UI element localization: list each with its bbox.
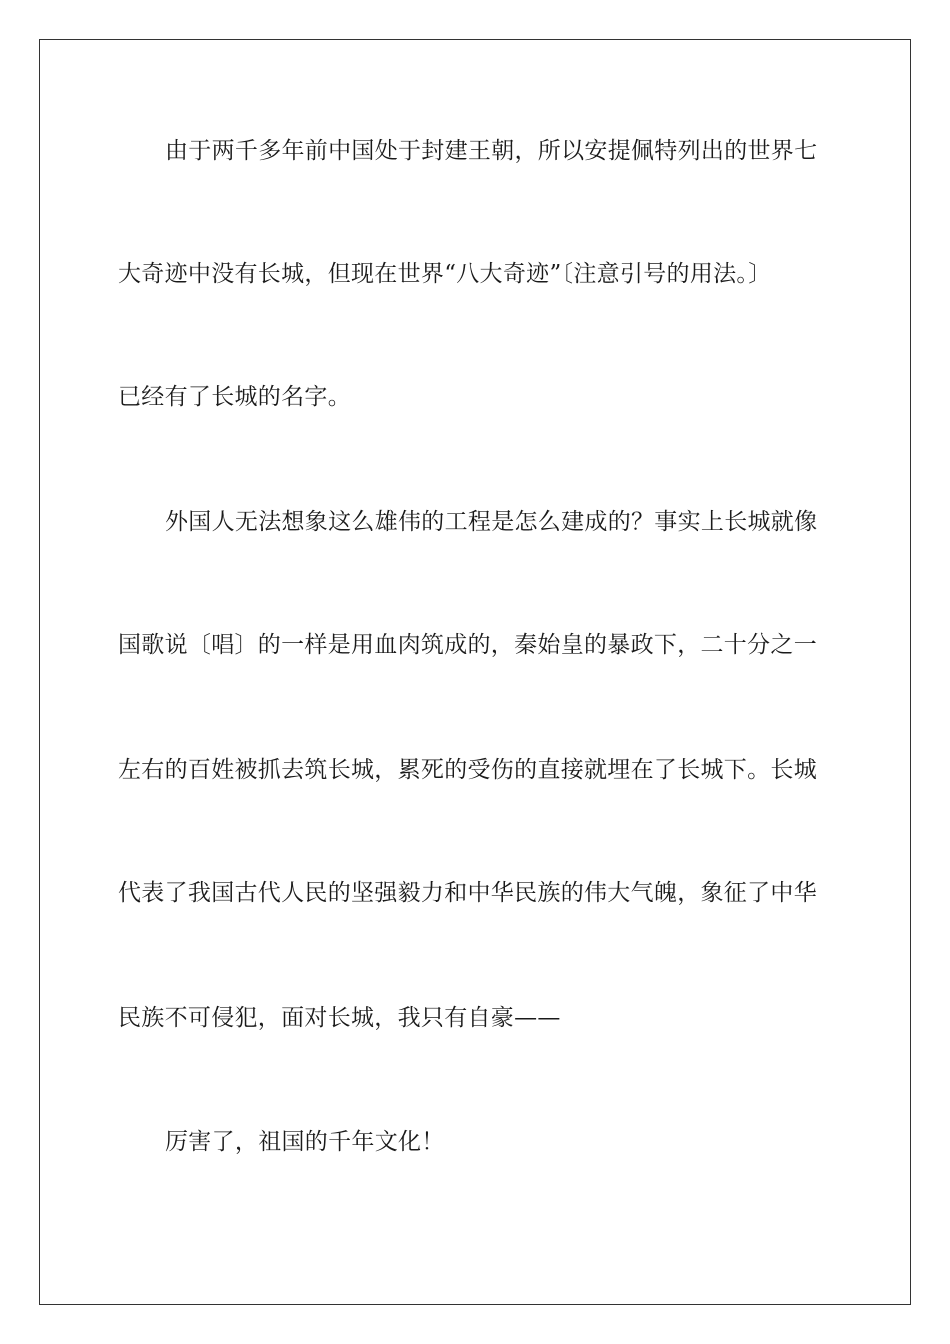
paragraph-1-line-2: 大奇迹中没有长城，但现在世界“八大奇迹”〔注意引号的用法。〕 — [118, 261, 772, 287]
paragraph-2-line-5: 民族不可侵犯，面对长城，我只有自豪—— — [118, 1005, 561, 1031]
page-border — [39, 39, 911, 1305]
paragraph-1-line-3: 已经有了长城的名字。 — [118, 384, 351, 410]
paragraph-2-line-4: 代表了我国古代人民的坚强毅力和中华民族的伟大气魄，象征了中华 — [118, 880, 817, 906]
paragraph-2-line-3: 左右的百姓被抓去筑长城，累死的受伤的直接就埋在了长城下。长城 — [118, 757, 817, 783]
paragraph-2-line-1: 外国人无法想象这么雄伟的工程是怎么建成的？事实上长城就像 — [165, 509, 818, 535]
paragraph-3-line-1: 厉害了，祖国的千年文化！ — [165, 1129, 445, 1155]
paragraph-1-line-1: 由于两千多年前中国处于封建王朝，所以安提佩特列出的世界七 — [165, 138, 818, 164]
paragraph-2-line-2: 国歌说〔唱〕的一样是用血肉筑成的，秦始皇的暴政下，二十分之一 — [118, 632, 817, 658]
